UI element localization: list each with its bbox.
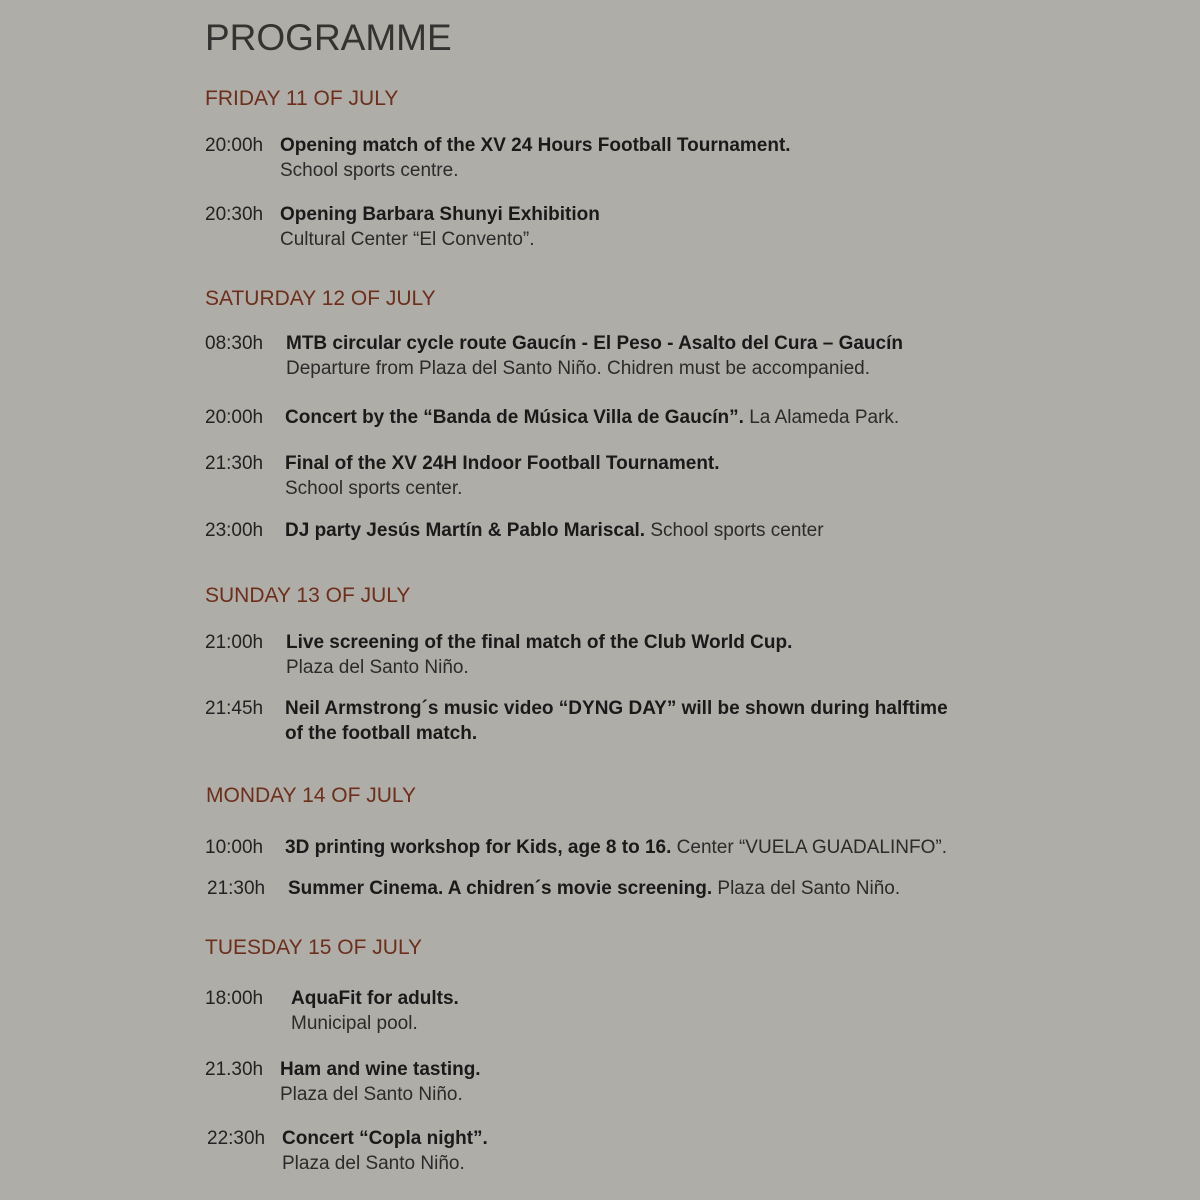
event-item bbox=[205, 518, 824, 543]
event-title: 3D printing workshop for Kids, age 8 to 16. bbox=[285, 837, 672, 858]
event-time: 20:00h bbox=[205, 135, 264, 156]
event-item bbox=[207, 876, 900, 901]
event-time: 21:30h bbox=[205, 453, 264, 474]
event-item bbox=[205, 630, 792, 680]
event-location: Plaza del Santo Niño. bbox=[280, 1084, 463, 1105]
event-location: School sports center bbox=[650, 520, 824, 541]
event-title-continued: of the football match. bbox=[285, 723, 478, 744]
event-item bbox=[205, 133, 791, 183]
event-title: Opening Barbara Shunyi Exhibition bbox=[280, 204, 600, 225]
event-location: Plaza del Santo Niño. bbox=[286, 657, 469, 678]
event-time: 10:00h bbox=[205, 837, 264, 858]
event-time: 08:30h bbox=[205, 333, 264, 354]
event-location: Municipal pool. bbox=[291, 1013, 418, 1034]
event-item bbox=[205, 1057, 481, 1107]
day-heading-friday: FRIDAY 11 OF JULY bbox=[205, 87, 399, 110]
event-location: School sports centre. bbox=[280, 160, 459, 181]
event-location: Cultural Center “El Convento”. bbox=[280, 229, 535, 250]
day-heading-saturday: SATURDAY 12 OF JULY bbox=[205, 287, 436, 310]
event-title: Concert by the “Banda de Música Villa de Gaucín”. bbox=[285, 407, 744, 428]
event-time: 18:00h bbox=[205, 988, 264, 1009]
event-time: 23:00h bbox=[205, 520, 264, 541]
event-location: Center “VUELA GUADALINFO”. bbox=[676, 837, 947, 858]
event-item bbox=[205, 696, 948, 746]
event-time: 21.30h bbox=[205, 1059, 264, 1080]
event-item bbox=[205, 451, 720, 501]
event-location: Departure from Plaza del Santo Niño. Chidren must be accompanied. bbox=[286, 358, 871, 379]
event-location: Plaza del Santo Niño. bbox=[717, 878, 901, 899]
event-item bbox=[205, 202, 600, 252]
page-title: PROGRAMME bbox=[205, 17, 452, 58]
event-time: 22:30h bbox=[207, 1128, 266, 1149]
day-heading-sunday: SUNDAY 13 OF JULY bbox=[205, 584, 411, 607]
event-title: Concert “Copla night”. bbox=[282, 1128, 488, 1149]
event-time: 20:30h bbox=[205, 204, 264, 225]
event-title: Final of the XV 24H Indoor Football Tournament. bbox=[285, 453, 720, 474]
event-time: 21:30h bbox=[207, 878, 266, 899]
event-location: La Alameda Park. bbox=[749, 407, 900, 428]
event-location: Plaza del Santo Niño. bbox=[282, 1153, 465, 1174]
event-title: DJ party Jesús Martín & Pablo Mariscal. bbox=[285, 520, 646, 541]
day-heading-tuesday: TUESDAY 15 OF JULY bbox=[205, 936, 423, 959]
event-item bbox=[205, 405, 899, 430]
event-time: 21:00h bbox=[205, 632, 264, 653]
event-item bbox=[205, 835, 947, 860]
event-item bbox=[205, 331, 903, 381]
event-time: 21:45h bbox=[205, 698, 264, 719]
event-title: Opening match of the XV 24 Hours Football Tournament. bbox=[280, 135, 791, 156]
event-item bbox=[207, 1126, 488, 1176]
event-title: Neil Armstrong´s music video “DYNG DAY” will be shown during halftime bbox=[285, 698, 948, 719]
event-title: Summer Cinema. A chidren´s movie screening. bbox=[288, 878, 713, 899]
event-title: Live screening of the final match of the Club World Cup. bbox=[286, 632, 793, 653]
event-item bbox=[205, 986, 459, 1036]
event-title: Ham and wine tasting. bbox=[280, 1059, 481, 1080]
event-location: School sports center. bbox=[285, 478, 463, 499]
event-title: AquaFit for adults. bbox=[291, 988, 459, 1009]
event-time: 20:00h bbox=[205, 407, 264, 428]
event-title: MTB circular cycle route Gaucín - El Peso - Asalto del Cura – Gaucín bbox=[286, 333, 903, 354]
day-heading-monday: MONDAY 14 OF JULY bbox=[206, 784, 417, 807]
